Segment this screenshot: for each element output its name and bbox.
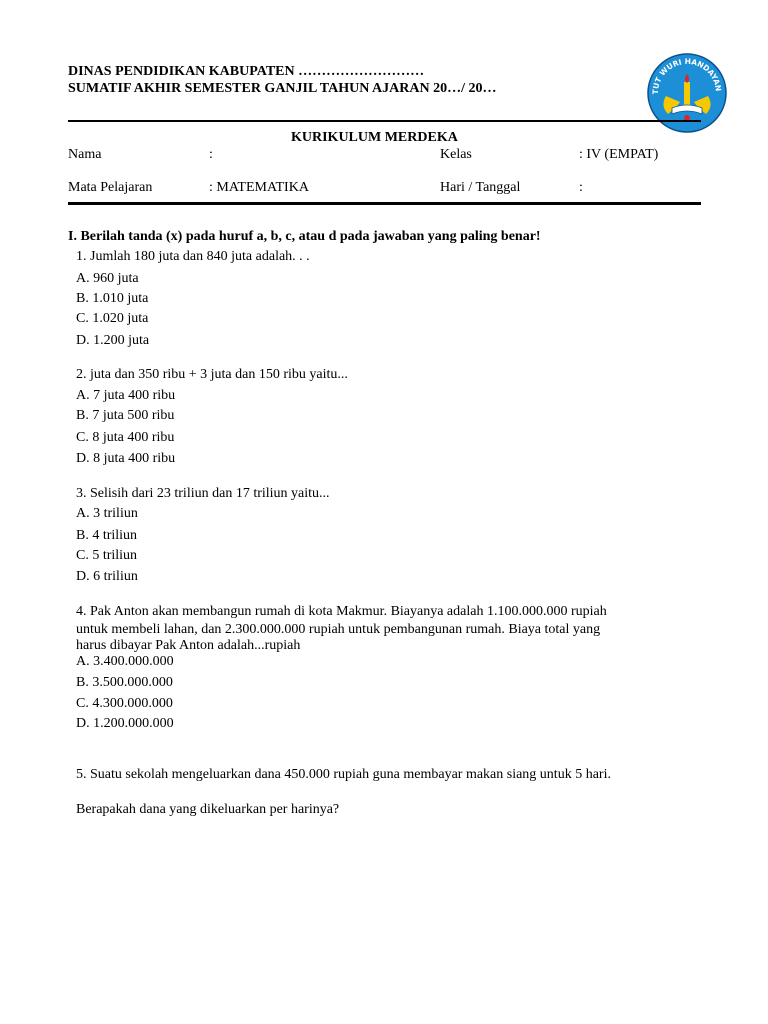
question-2: 2. juta dan 350 ribu + 3 juta dan 150 ribu yaitu... — [76, 367, 348, 382]
header-agency: DINAS PENDIDIKAN KABUPATEN ……………………… — [68, 64, 425, 79]
q1-option-c: C. 1.020 juta — [76, 311, 149, 326]
q4-option-a: A. 3.400.000.000 — [76, 654, 174, 669]
logo-motto-path: TUT WURI HANDAYAN — [650, 56, 724, 95]
section-instruction: I. Berilah tanda (x) pada huruf a, b, c, atau d pada jawaban yang paling benar! — [68, 229, 541, 244]
hari-label: Hari / Tanggal — [440, 180, 521, 195]
q1-option-d: D. 1.200 juta — [76, 333, 150, 348]
kelas-value: : IV (EMPAT) — [579, 147, 659, 162]
q4-option-d: D. 1.200.000.000 — [76, 716, 174, 731]
nama-label: Nama — [68, 147, 102, 162]
q2-option-d: D. 8 juta 400 ribu — [76, 451, 176, 466]
q3-option-d: D. 6 triliun — [76, 569, 138, 584]
q4-option-c: C. 4.300.000.000 — [76, 696, 173, 711]
question-5: 5. Suatu sekolah mengeluarkan dana 450.000 rupiah guna membayar makan siang untuk 5 hari. — [76, 767, 611, 782]
question-5-prompt: Berapakah dana yang dikeluarkan per harinya? — [76, 802, 340, 817]
q3-option-b: B. 4 triliun — [76, 528, 138, 543]
q3-option-a: A. 3 triliun — [76, 506, 138, 521]
curriculum-title: KURIKULUM MERDEKA — [291, 130, 458, 145]
q2-option-a: A. 7 juta 400 ribu — [76, 388, 176, 403]
q2-option-c: C. 8 juta 400 ribu — [76, 430, 175, 445]
question-4-line-2: untuk membeli lahan, dan 2.300.000.000 rupiah untuk pembangunan rumah. Biaya total yang — [76, 622, 601, 637]
info-divider — [68, 202, 701, 205]
header-exam-title: SUMATIF AKHIR SEMESTER GANJIL TAHUN AJARAN 20…/ 20… — [68, 81, 497, 96]
header-divider — [68, 120, 701, 122]
q1-option-a: A. 960 juta — [76, 271, 139, 286]
q1-option-b: B. 1.010 juta — [76, 291, 149, 306]
question-1: 1. Jumlah 180 juta dan 840 juta adalah. . . — [76, 249, 310, 264]
question-3: 3. Selisih dari 23 triliun dan 17 triliun yaitu... — [76, 486, 330, 501]
hari-value: : — [579, 180, 583, 195]
question-4-line-1: 4. Pak Anton akan membangun rumah di kota Makmur. Biayanya adalah 1.100.000.000 rupiah — [76, 604, 607, 619]
mapel-value: : MATEMATIKA — [209, 180, 309, 195]
question-4-line-3: harus dibayar Pak Anton adalah...rupiah — [76, 638, 301, 653]
mapel-label: Mata Pelajaran — [68, 180, 153, 195]
kelas-label: Kelas — [440, 147, 472, 162]
q2-option-b: B. 7 juta 500 ribu — [76, 408, 175, 423]
q3-option-c: C. 5 triliun — [76, 548, 138, 563]
q4-option-b: B. 3.500.000.000 — [76, 675, 173, 690]
nama-value: : — [209, 147, 213, 162]
